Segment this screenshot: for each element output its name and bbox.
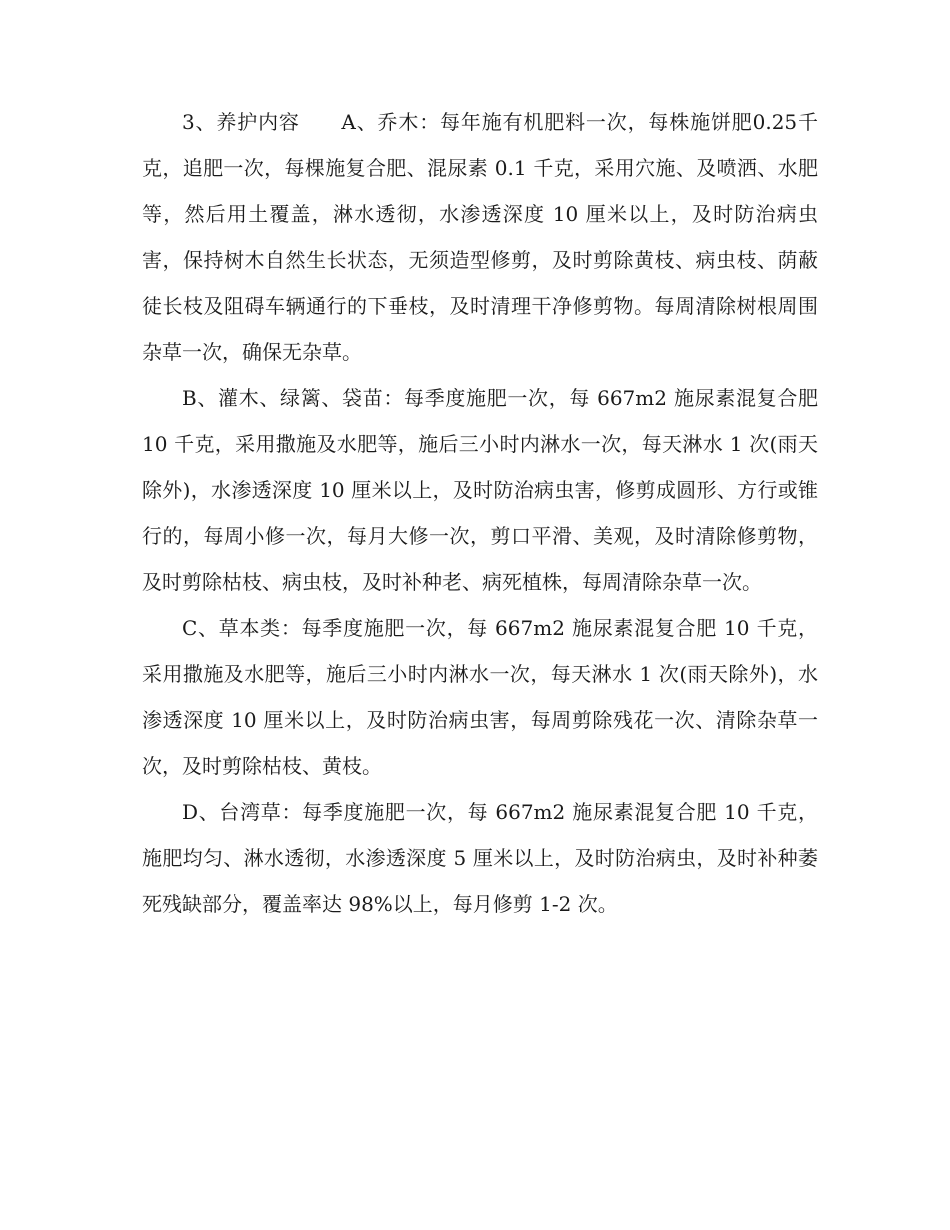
document-body: [142, 99, 818, 927]
paragraph-herbaceous-maintenance: C、草本类：每季度施肥一次，每 667m2 施尿素混复合肥 10 千克，采用撒施及水肥等，施后三小时内淋水一次，每天淋水 1 次(雨天除外)，水渗透深度 10 厘米以上，及时防治病虫害，每周剪除残花一次、清除杂草一次，及时剪除枯枝、黄枝。: [142, 616, 818, 778]
paragraph-taiwan-grass-maintenance: D、台湾草：每季度施肥一次，每 667m2 施尿素混复合肥 10 千克，施肥均匀、淋水透彻，水渗透深度 5 厘米以上，及时防治病虫，及时补种萎死残缺部分，覆盖率达 98%以上，每月修剪 1-2 次。: [142, 800, 818, 916]
paragraph-shrub-hedge-maintenance: B、灌木、绿篱、袋苗：每季度施肥一次，每 667m2 施尿素混复合肥 10 千克，采用撒施及水肥等，施后三小时内淋水一次，每天淋水 1 次(雨天除外)，水渗透深度 10 厘米以上，及时防治病虫害，修剪成圆形、方行或锥行的，每周小修一次，每月大修一次，剪口平滑、美观，及时清除修剪物，及时剪除枯枝、病虫枝，及时补种老、病死植株，每周清除杂草一次。: [142, 386, 818, 594]
paragraph-arbor-maintenance: 3、养护内容 A、乔木：每年施有机肥料一次，每株施饼肥0.25千克，追肥一次，每棵施复合肥、混尿素 0.1 千克，采用穴施、及喷洒、水肥等，然后用土覆盖，淋水透彻，水渗透深度 10 厘米以上，及时防治病虫害，保持树木自然生长状态，无须造型修剪，及时剪除黄枝、病虫枝、荫蔽徒长枝及阻碍车辆通行的下垂枝，及时清理干净修剪物。每周清除树根周围杂草一次，确保无杂草。: [142, 110, 818, 364]
